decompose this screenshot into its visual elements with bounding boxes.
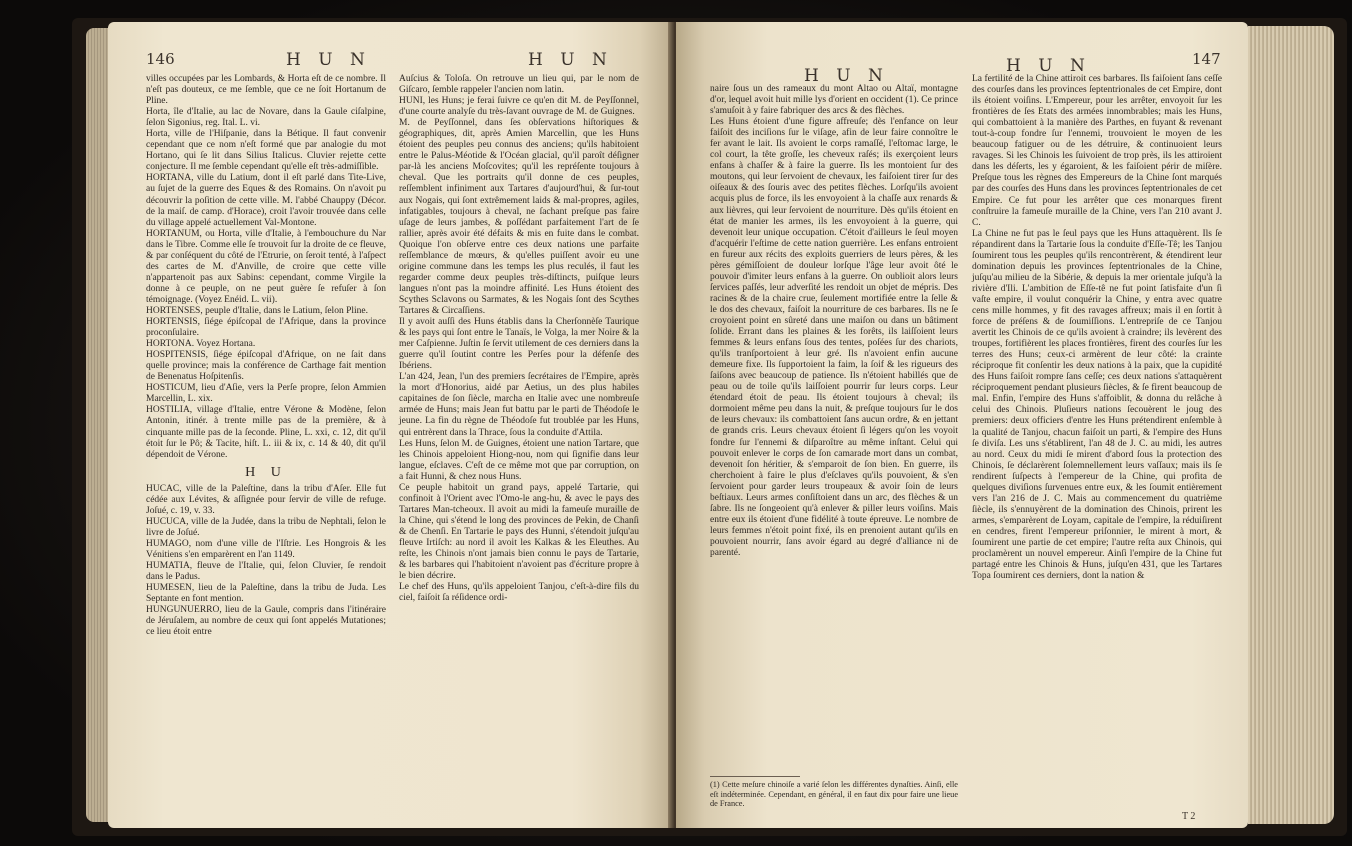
article-paragraph: Horta, île d'Italie, au lac de Novare, dans la Gaule ciſalpine, ſelon Sigonius, reg. Ital. L. vi.	[146, 107, 386, 129]
right-running-head-col2: H U N	[1006, 56, 1091, 76]
left-running-head-col2: H U N	[528, 50, 613, 70]
article-paragraph: HOSTICUM, lieu d'Aſie, vers la Perſe propre, ſelon Ammien Marcellin, L. xix.	[146, 383, 386, 405]
article-paragraph: Les Huns étoient d'une figure affreuſe; dès l'enfance on leur faiſoit des inciſions ſur le viſage, afin de leur faire connoître le fer avant le lait. Ils avoient le corps ramaſſé, l'eſtomac large, le col court, la tête groſſe, les cheveux raſés; ils exerçoient leurs enfans à chaſſer & à faire la guerre. Ils les montoient ſur des moutons, qui leur ſervoient de chevaux, les faiſoient tirer ſur des oiſeaux & des ſouris avec des petites flèches. Lorſqu'ils avoient acquis plus de force, ils les envoyoient à la chaſſe aux renards & aux lièvres, qui leur ſervoient de nourriture. Dès qu'ils étoient en état de manier les armes, ils les envoyoient à la guerre, qui devenoit leur unique occupation. C'étoit d'ailleurs le ſeul moyen d'acquérir l'eſtime de cette nation guerrière. Les enfans entroient en fureur aux récits des exploits guerriers de leurs pères, & les pères gémiſſoient de douleur lorſque l'âge leur avoit ôté le pouvoir d'imiter leurs enfans à la guerre. On oublioit alors leurs ſervices paſſés, leur adverſité les rendoit un objet de mépris. Des racines & de la chaire crue, ſeulement mortifiée entre la ſelle & le dos des chevaux, faiſoit la nourriture de ces barbares. Ils ne ſe croyoient point en sûreté dans une maiſon ou dans un bâtiment ſolide. Errant dans les plaines & les forêts, ils laiſſoient leurs femmes & leurs enfans ſous des tentes, poſées ſur des chariots, qu'ils tranſportoient à leur gré. Ils n'avoient enfin aucune demeure fixe. Ils ſupportoient la faim, la ſoif & les rigueurs des ſaiſons avec beaucoup de patience. Ils n'étoient habillés que de peau ou de toile qu'ils laiſſoient pourrir ſur leurs corps. Leur étendard étoit de peau. Ils étoient toujours à cheval; ils dormoient même peu dans la nuit, & preſque toujours ſur le dos de leurs chevaux: ils combattoient ſans aucun ordre, & en jettant de grands cris. Leurs chevaux étoient ſi légers qu'on les voyoit fondre ſur l'ennemi & diſparoître au même inſtant. Celui qui pouvoit enlever le corps de ſon camarade mort dans un combat, devenoit ſon héritier, & s'emparoit de ſon bien. En guerre, ils cherchoient à faire le plus d'eſclaves qu'ils pouvoient, & s'en ſervoient pour garder leurs troupeaux & avoir ſoin de leurs beſtiaux. Leurs armes conſiſtoient dans un arc, des flèches & un ſabre. Ils ne ſongeoient qu'à enlever & piller leurs voiſins. Mais entre eux ils étoient d'une fidélité à toute épreuve. Le nombre de leurs femmes n'étoit point fixé, ils en prenoient autant qu'ils en pouvoient nourrir, ſans avoir égard au degré d'alliance ni de parenté.	[710, 117, 958, 558]
article-paragraph: HORTONA. Voyez Hortana.	[146, 339, 256, 350]
footnote-rule	[710, 776, 800, 777]
article-paragraph: Les Huns, ſelon M. de Guignes, étoient une nation Tartare, que les Chinois appeloient Hiong-nou, nom qui ſignifie dans leur langue, eſclaves. C'eſt de ce même mot que par corruption, on a fait Hunni, & chez nous Huns.	[399, 438, 639, 482]
article-paragraph: Auſcius & Toloſa. On retrouve un lieu qui, par le nom de Giſcaro, ſemble rappeler l'ancien nom latin.	[399, 74, 639, 96]
article-paragraph: HORTENSIS, ſiége épiſcopal de l'Afrique, dans la province proconſulaire.	[146, 317, 386, 339]
right-column-2	[972, 74, 1222, 814]
left-running-head-col1: H U N	[286, 50, 371, 70]
article-paragraph: HUMAGO, nom d'une ville de l'Iſtrie. Les Hongrois & les Vénitiens s'en emparèrent en l'an 1149.	[146, 538, 386, 560]
right-page-number: 147	[1192, 50, 1221, 68]
right-column-1	[710, 84, 958, 764]
left-page-edges	[86, 28, 110, 822]
left-column-2	[399, 74, 639, 822]
footnote: (1) Cette meſure chinoiſe a varié ſelon les différentes dynaſties. Ainſi, elle eſt indéterminée. Cependant, en général, il en faut dix pour faire une lieue de France.	[710, 780, 958, 809]
article-paragraph: La fertilité de la Chine attiroit ces barbares. Ils faiſoient ſans ceſſe des courſes dans les provinces ſeptentrionales de cet Empire, dont ils étoient voiſins. L'Empereur, pour les arrêter, envoyoit ſur les frontières de ſes Etats des armées innombrables; mais les Huns, qui combattoient à la manière des Parthes, en fuyant & revenant tout-à-coup fondre ſur l'ennemi, trouvoient le moyen de les beaucoup fatiguer ou de les détruire, & continuoient leurs ravages. Si les Chinois les ſuivoient de trop près, ils les attiroient dans les déſerts, les y égaroient, & les faiſoient périr de miſère. Preſque tous les règnes des Empereurs de la Chine ſont marqués par des courſes des Huns dans les provinces ſeptentrionales de cet Empire. Ce fut pour les arrêter que ces monarques firent conſtruire la fameuſe muraille de la Chine, vers l'an 210 avant J. C.	[972, 74, 1222, 228]
article-paragraph: HUCAC, ville de la Paleſtine, dans la tribu d'Aſer. Elle fut cédée aux Lévites, & aſſignée pour ſervir de ville de refuge. Joſué, c. 19, v. 33.	[146, 483, 386, 516]
article-paragraph: HUNGUNUERRO, lieu de la Gaule, compris dans l'itinéraire de Jéruſalem, au nombre de ceux qui ſont appelés Mutationes; ce lieu étoit entre	[146, 605, 386, 638]
article-paragraph: M. de Peyſſonnel, dans ſes obſervations hiſtoriques & géographiques, dit, après Amien Marcellin, que les Huns étoient des peuples peu connus des anciens; qu'ils habitoient entre le Palus-Méotide & l'Océan glacial, qu'il paroît déſigner par-là les anciens Moſcovites; qu'il les repréſente toujours à cheval. Que les portraits qu'il donne de ces peuples, reſſemblent infiniment aux Tartares d'aujourd'hui, & ſur-tout aux Nogais, qui ſont extrêmement laids & mal-propres, agiles, infatigables, toujours à cheval, ne ſachant preſque pas faire uſage de leurs jambes, & poſſédant parfaitement l'art de ſe rallier, après avoir été défaits & mis en fuite dans le combat. Quoique l'on obſerve entre ces deux nations une parfaite reſſemblance de mœurs, & qu'elles puiſſent avoir eu une origine commune dans les temps les plus reculés, il faut les regarder comme deux peuples très-diſtincts, puiſque leurs langues n'ont pas la moindre affinité. Les Huns étoient des Scythes Sclavons ou Sarmates, & les Nogais ſont des Scythes Tartares & Circaſſiens.	[399, 118, 639, 316]
article-paragraph: Horta, ville de l'Hiſpanie, dans la Bétique. Il faut convenir cependant que ce nom n'eſt formé que par analogie du mot Hortano, qui ſe lit dans Silius Italicus. Cluvier rejette cette conjecture. Il me ſemble cependant qu'elle eſt très-admiſſible.	[146, 129, 386, 173]
right-running-head-col1: H U N	[804, 66, 889, 86]
article-paragraph: L'an 424, Jean, l'un des premiers ſecrétaires de l'Empire, après la mort d'Honorius, aidé par Aetius, un des plus habiles capitaines de ſon ſiècle, marcha en Italie avec une nombreuſe armée de Huns; mais Jean fut battu par le parti de Théodoſe le jeune. La fin du règne de Théodoſe fut troublée par les Huns, qui entrèrent dans la Thrace, ſous la conduite d'Attila.	[399, 372, 639, 438]
article-paragraph: HOSPITENSIS, ſiége épiſcopal d'Afrique, on ne ſait dans quelle province; mais la conférence de Carthage fait mention de Benenatus Hoſpitenſis.	[146, 350, 386, 383]
signature-mark: T 2	[1182, 811, 1196, 822]
article-paragraph: HUCUCA, ville de la Judée, dans la tribu de Nephtali, ſelon le livre de Joſué.	[146, 516, 386, 538]
article-paragraph: Il y avoit auſſi des Huns établis dans la Cherſonnèſe Taurique & les pays qui ſont entre le Tanaïs, le Volga, la mer Noire & la mer Caſpienne. Juſtin ſe ſervit utilement de ces derniers dans la guerre qu'il ſoutint contre les Perſes pour la défenſe des Ibériens.	[399, 317, 639, 372]
article-paragraph: villes occupées par les Lombards, & Horta eſt de ce nombre. Il n'eſt pas douteux, ce me ſemble, que ce ne ſoit Hortanum de Pline.	[146, 74, 386, 107]
article-paragraph: HUMESEN, lieu de la Paleſtine, dans la tribu de Juda. Les Septante en font mention.	[146, 583, 386, 605]
article-paragraph: HORTANA, ville du Latium, dont il eſt parlé dans Tite-Live, au ſujet de la guerre des Eques & des Romains. On n'avoit pu découvrir la poſition de cette ville. M. l'abbé Chauppy (Décor. de la maiſ. de camp. d'Horace), croit l'avoir trouvée dans celle du village appelé actuellement Val-Montone.	[146, 173, 386, 228]
left-page	[108, 22, 674, 828]
section-heading: H U	[245, 464, 287, 480]
article-paragraph: HOSTILIA, village d'Italie, entre Vérone & Modène, ſelon Antonin, itinér. à trente mille pas de la première, & à cinquante mille pas de la ſeconde. Pline, L. xxi, c. 12, dit qu'il étoit ſur le Pô; & Tacite, hiſt. L. iii & ix, c. 14 & 40, dit qu'il dépendoit de Vérone.	[146, 405, 386, 460]
article-paragraph: HORTANUM, ou Horta, ville d'Italie, à l'embouchure du Nar dans le Tibre. Comme elle ſe trouvoit ſur la droite de ce fleuve, & par conſéquent du côté de l'Etrurie, on ſeroit tenté, à l'aſpect des cartes de M. d'Anville, de croire que cette ville n'appartenoit pas aux Sabins: cependant, comme Virgile la donne à ce peuple, on ne peut guère ſe refuſer à ſon témoignage. (Voyez Enéid. L. vii).	[146, 228, 386, 305]
article-paragraph: HUMATIA, fleuve de l'Italie, qui, ſelon Cluvier, ſe rendoit dans le Padus.	[146, 561, 386, 583]
article-paragraph: HORTENSES, peuple d'Italie, dans le Latium, ſelon Pline.	[146, 305, 368, 316]
left-column-1	[146, 74, 386, 822]
article-paragraph: naire ſous un des rameaux du mont Altao ou Altaï, montagne d'or, lequel avoit huit mille lys d'orient en occident (1). Ce prince s'amuſoit à y faire fabriquer des arcs & des flèches.	[710, 84, 958, 117]
article-paragraph: Ce peuple habitoit un grand pays, appelé Tartarie, qui confinoit à l'Orient avec l'Omo-le ang-hu, & avec le pays des Tartares Man-tcheoux. Il avoit au midi la fameuſe muraille de la Chine, qui s'étend le long des provinces de Pekin, de Chanſi & de Chenſi. En Tartarie le pays des Hunni, s'étendoit juſqu'au fleuve Irtiſch: au nord il avoit les Kalkas & les Eleuthes. Au reſte, les Chinois n'ont jamais bien connu le pays de Tartarie, & les barbares qui l'habitoient n'avoient pas d'écriture propre à le bien décrire.	[399, 482, 639, 582]
right-footnote-block	[710, 770, 958, 809]
article-paragraph: HUNI, les Huns; je ferai ſuivre ce qu'en dit M. de Peyſſonnel, d'une courte analyſe du très-ſavant ouvrage de M. de Guignes.	[399, 96, 639, 118]
right-page	[676, 22, 1248, 828]
article-paragraph: La Chine ne fut pas le ſeul pays que les Huns attaquèrent. Ils ſe répandirent dans la Tartarie ſous la conduite d'Eſſe-Tê; les Tanjou ſoumirent tous les peuples qu'ils rencontrèrent, & étendirent leur domination depuis les provinces ſeptentrionales de la Chine, juſqu'au milieu de la Sibérie, & depuis la mer orientale juſqu'à la rivière d'Ili. L'ambition de Eſſe-tê ne fut point ſatisfaite d'un ſi vaſte empire, il voulut conquérir la Chine, y entra avec quatre cens mille hommes, y fit des ravages affreux; mais il en ſortit à force de préſens & de ſoumiſſions. L'entrepriſe de ce Tanjou avertit les Chinois de ce qu'ils avoient à craindre; ils levèrent des troupes, fortifièrent les places frontières, firent des courſes ſur les terres des Huns; ceux-ci armèrent de leur côté: la crainte réciproque fit conſentir les deux nations à la paix, que la cupidité des Huns faiſoit rompre ſans ceſſe; ces deux nations s'attaquèrent réciproquement pendant plusieurs ſiècles, & ſe firent beaucoup de mal. Enfin, l'empire des Huns s'affoiblit, & donna du relâche à celui des Chinois. Pluſieurs nations ſecouèrent le joug des premiers: deux officiers d'entre les Huns prétendirent enſemble à la qualité de Tanjou, chacun faiſoit un parti, & l'empire des Huns ſe diviſa. Les uns s'établirent, l'an 48 de J. C. au midi, les autres au nord. Ceux du midi ſe mirent d'abord ſous la protection des Chinois, ſe déclarèrent ſolemnellement leurs vaſſaux; mais ils ſe rendirent ſuſpects à l'empereur de la Chine, qui profita de quelques diviſions ſurvenues entre eux, & les ſoumit entièrement vers l'an 216 de J. C. Mais au commencement du quatrième ſiècle, ils s'ennuyèrent de la domination des Chinois, prirent les armes, s'emparèrent de Loyam, capitale de l'empire, la réduiſirent en cendres, firent l'empereur priſonnier, le mirent à mort, & ſoumirent une partie de cet empire; l'autre reſta aux Chinois, qui proclamèrent un nouvel empereur. Ainſi l'empire de la Chine fut partagé entre les Chinois & Huns, juſqu'en 431, que les Tartares Topa ſoumirent ces derniers, dont la nation &	[972, 228, 1222, 582]
left-page-number: 146	[146, 50, 175, 68]
right-page-edges	[1248, 26, 1334, 824]
article-paragraph: Le chef des Huns, qu'ils appeloient Tanjou, c'eſt-à-dire fils du ciel, faiſoit ſa réſidence ordi-	[399, 582, 639, 604]
